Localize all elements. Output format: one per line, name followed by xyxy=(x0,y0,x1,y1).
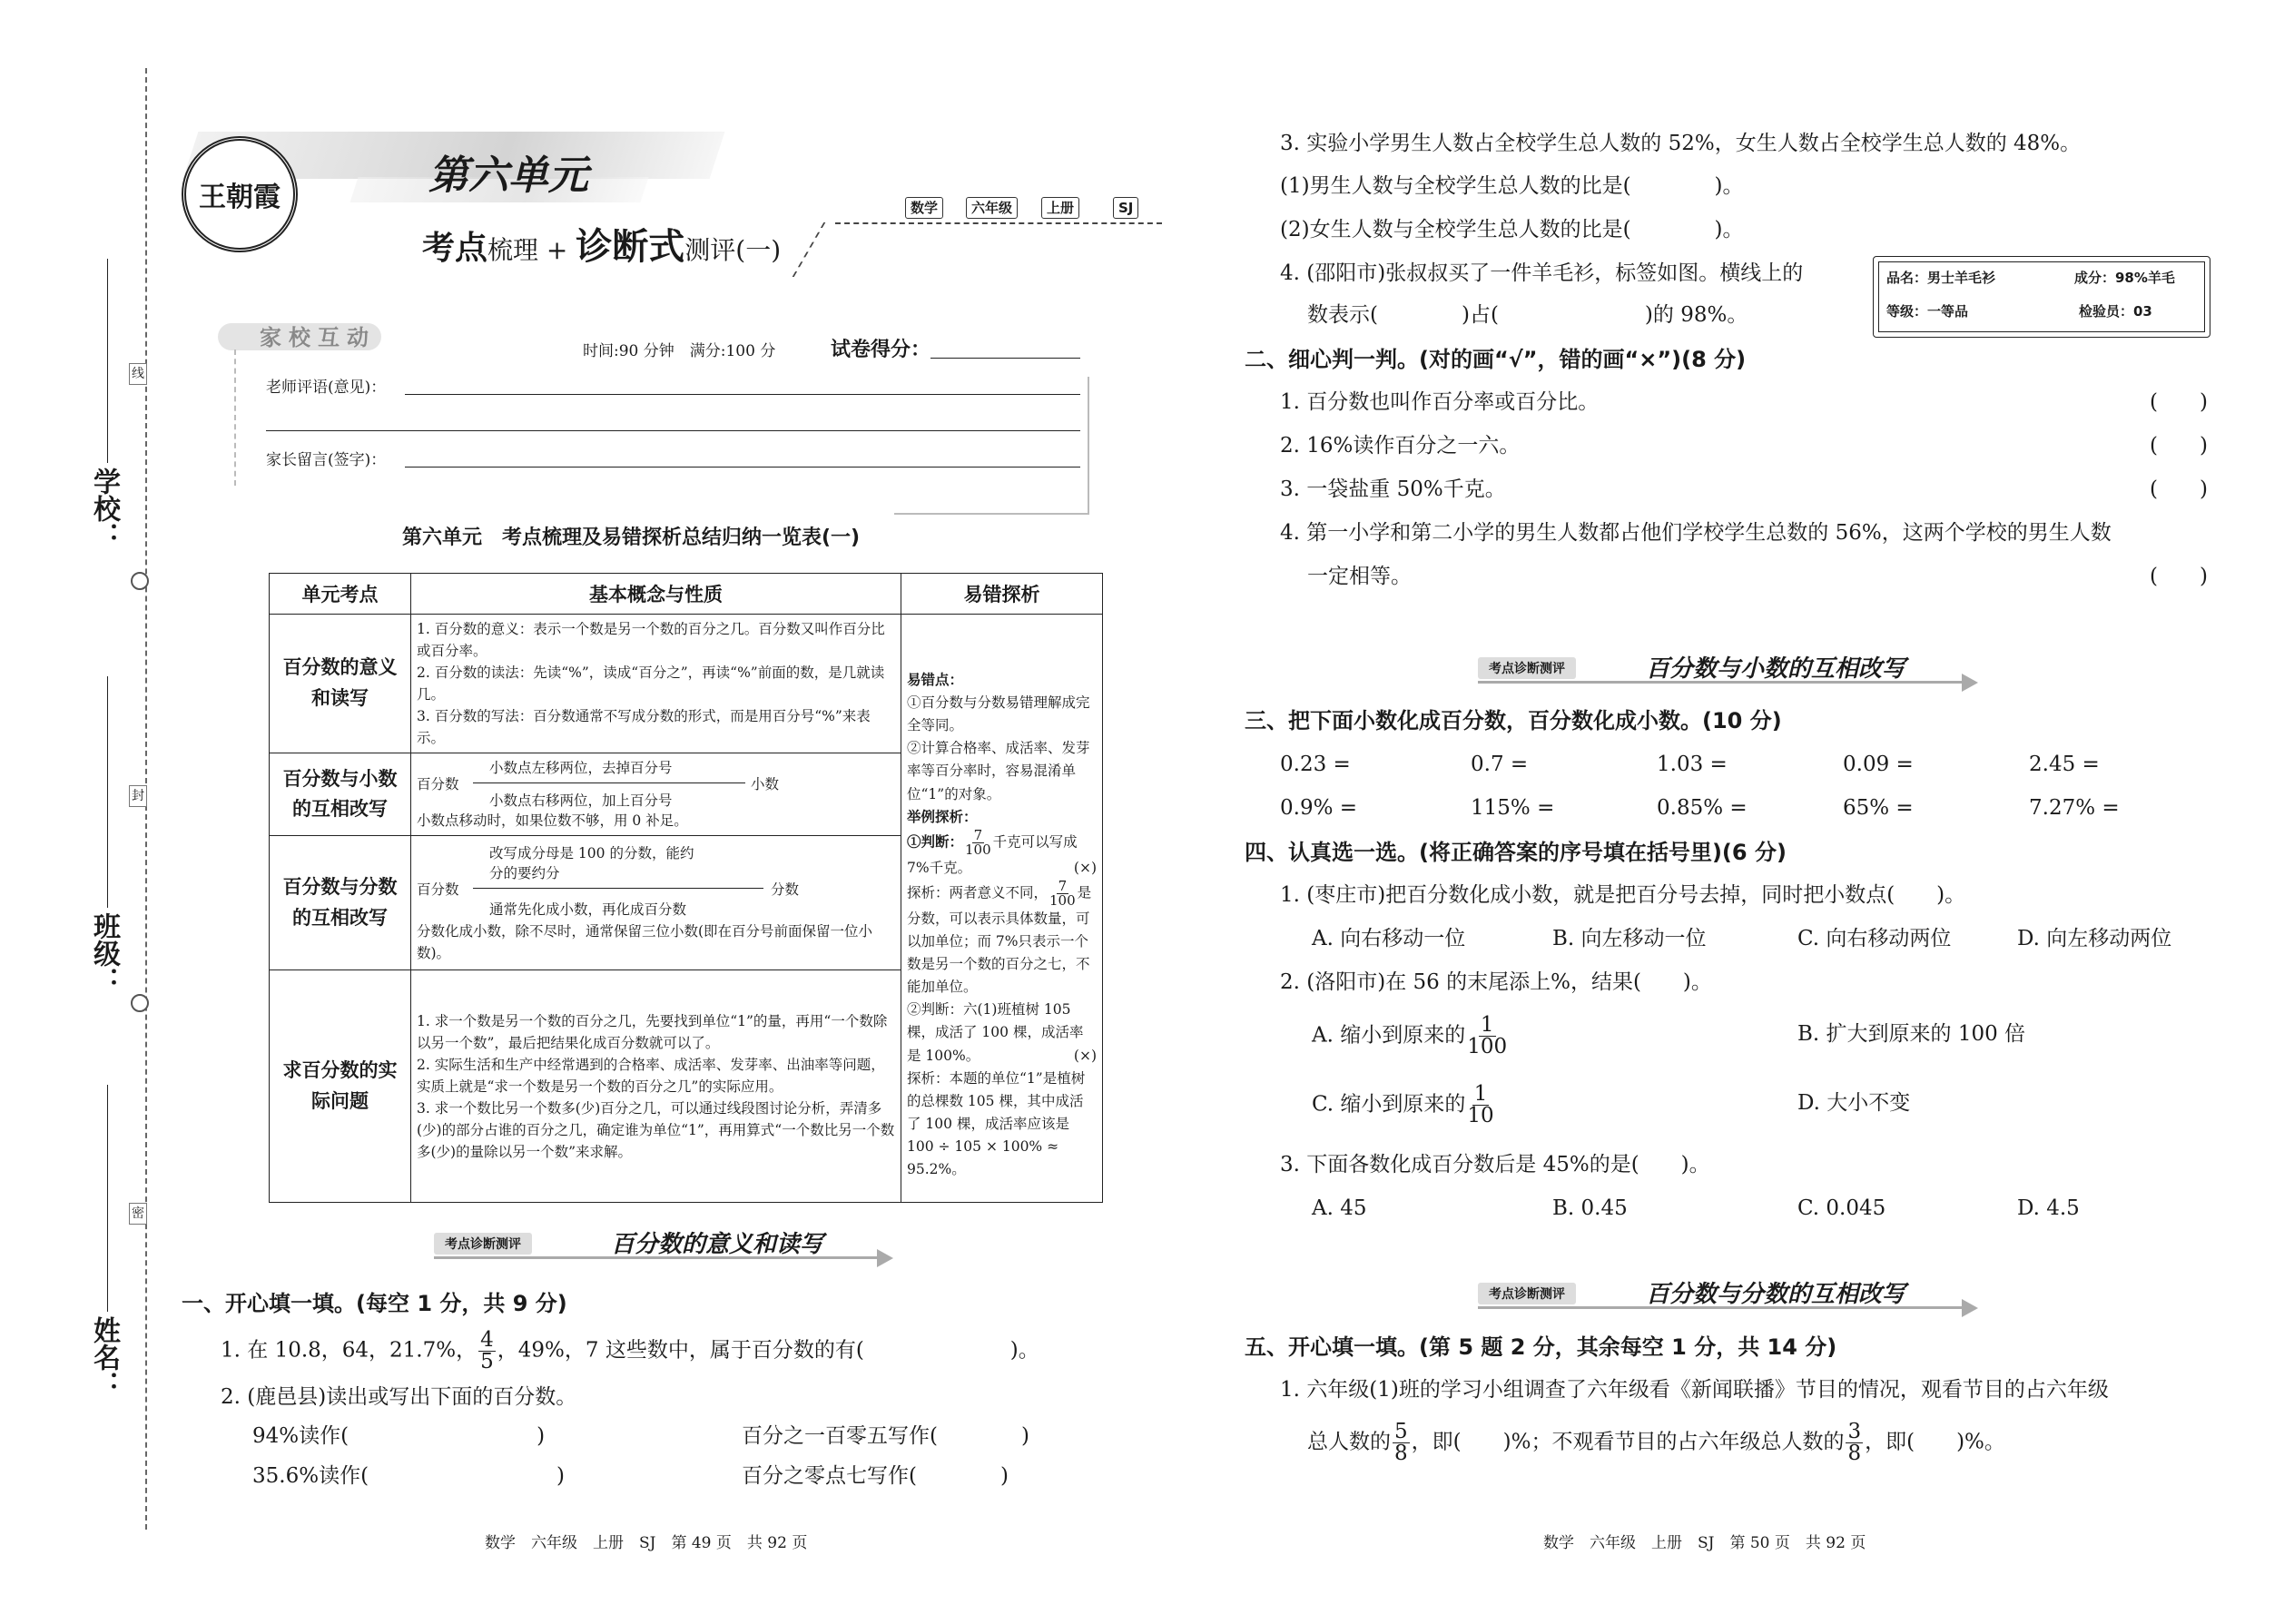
choice-3: 3. 下面各数化成百分数后是 45%的是( )。 xyxy=(1280,1153,1710,1176)
banner-arrow xyxy=(1478,1306,1964,1309)
error-analysis-cell xyxy=(901,615,1103,1203)
point-cell: 求百分数的实际问题 xyxy=(270,970,411,1203)
fill-1-line2[interactable]: 总人数的 $\frac{5}{8}$ ，即( )%；不观看节目的占六年级总人数的 $\frac{3}{8}$ ，即( )%。 xyxy=(1307,1420,2005,1465)
banner-arrowhead xyxy=(1962,1299,1978,1317)
family-school-label: 家校互动 xyxy=(260,325,376,350)
convert-item[interactable]: 0.23 = xyxy=(1280,753,1351,776)
header-cell: 单元考点 xyxy=(270,574,411,615)
banner-arrow xyxy=(1478,681,1964,684)
diagram-node: 小数 xyxy=(751,776,780,793)
name-label: 姓名： xyxy=(88,1316,120,1398)
choice-1: 1. (枣庄市)把百分数化成小数，就是把百分号去掉，同时把小数点( )。 xyxy=(1280,883,1966,907)
banner-title: 百分数与分数的互相改写 xyxy=(1646,1281,1906,1308)
banner-arrow xyxy=(434,1256,879,1259)
section-banner xyxy=(1478,650,1991,683)
concept-line: 1. 求一个数是另一个数的百分之几，先要找到单位“1”的量，再用“一个数除以另一个数”，最后把结果化成百分数就可以了。 xyxy=(417,1012,888,1051)
banner-label: 考点诊断测评 xyxy=(1478,1283,1576,1304)
concept-line: 2. 实际生活和生产中经常遇到的合格率、成活率、发芽率、出油率等问题，实质上就是“求一个数是另一个数的百分之几”的实际应用。 xyxy=(417,1056,885,1095)
concept-line: 2. 百分数的读法：先读“%”，读成“百分之”，再读“%”前面的数，是几就读几。 xyxy=(417,664,885,704)
concept-line: 3. 求一个数比另一个数多(少)百分之几，可以通过线段图讨论分析，弄清多(少)的部分占谁的百分之几，确定谁为单位“1”，再用算式“一个数比另一个数多(少)的量除以另一个数”来求解。 xyxy=(417,1099,895,1160)
class-label: 班级： xyxy=(88,912,120,994)
diagram-arrow xyxy=(473,888,763,889)
seal-char: 封 xyxy=(129,785,147,807)
diagram-arrow-label: 改写成分母是 100 的分数，能约 xyxy=(489,844,694,861)
unit-subtitle: 考点梳理 + 诊断式测评(一) xyxy=(422,226,782,268)
choice-option[interactable]: A. 45 xyxy=(1312,1196,1367,1220)
class-field[interactable] xyxy=(107,676,108,908)
unit-title: 第六单元 xyxy=(428,153,588,199)
exam-time: 时间:90 分钟 满分:100 分 xyxy=(583,342,776,360)
header-cell: 基本概念与性质 xyxy=(411,574,901,615)
conversion-diagram xyxy=(417,842,895,920)
error-point: ①百分数与分数易错理解成完全等同。 xyxy=(907,694,1090,734)
diagram-node: 百分数 xyxy=(417,881,459,898)
question-4-line1: 4. (邵阳市)张叔叔买了一件羊毛衫，标签如图。横线上的 xyxy=(1280,261,1804,285)
page-footer-right: 数学 六年级 上册 SJ 第 50 页 共 92 页 xyxy=(1543,1534,1866,1552)
label-composition: 成分：98%羊毛 xyxy=(2074,270,2175,286)
table-header-row xyxy=(270,574,1103,615)
score-label: 试卷得分： xyxy=(831,339,931,361)
parent-comment-field[interactable] xyxy=(405,467,1080,468)
diagram-arrow-label: 分的要约分 xyxy=(489,864,560,881)
frame-line xyxy=(234,349,236,486)
convert-item[interactable]: 7.27% = xyxy=(2029,796,2120,820)
diagram-arrow-label: 小数点右移两位，加上百分号 xyxy=(489,792,673,810)
parent-comment-label: 家长留言(签字)： xyxy=(266,451,387,469)
header-rule xyxy=(835,222,1162,224)
section-5-title: 五、开心填一填。(第 5 题 2 分，其余每空 1 分，共 14 分) xyxy=(1245,1334,1837,1360)
convert-item[interactable]: 2.45 = xyxy=(2029,753,2100,776)
seal-char: 密 xyxy=(129,1203,147,1225)
table-row xyxy=(270,615,1103,753)
edition-tag: SJ xyxy=(1113,197,1138,219)
read-write-item[interactable]: 百分之零点七写作( ) xyxy=(742,1464,1009,1488)
read-write-item[interactable]: 35.6%读作( ) xyxy=(252,1464,566,1488)
concept-cell xyxy=(411,836,901,970)
frame-line xyxy=(894,513,1089,515)
choice-option[interactable]: D. 向左移动两位 xyxy=(2017,927,2172,950)
header-cell: 易错探析 xyxy=(901,574,1103,615)
section-3-title: 三、把下面小数化成百分数，百分数化成小数。(10 分) xyxy=(1245,708,1782,733)
choice-option[interactable]: C. 向右移动两位 xyxy=(1797,927,1952,950)
answer-paren[interactable]: ( ) xyxy=(2150,477,2208,501)
concept-cell xyxy=(411,615,901,753)
binding-hole xyxy=(131,994,149,1012)
example-judgement: ①判断： $\frac{7}{100}$ 千克可以写成 7%千克。 (×) xyxy=(907,826,1097,876)
choice-option[interactable]: C. 0.045 xyxy=(1797,1196,1886,1220)
example-analysis: 探析：两者意义不同， $\frac{7}{100}$ 是分数，可以表示具体数量，可以加单位；而 7%只表示一个数是另一个数的百分之七，不能加单位。 xyxy=(907,877,1092,996)
choice-option[interactable]: B. 0.45 xyxy=(1552,1196,1628,1220)
seal-char: 线 xyxy=(129,363,147,385)
banner-arrowhead xyxy=(877,1249,893,1267)
example-judgement: ②判断：六(1)班植树 105 棵，成活了 100 棵，成活率是 100%。 (×) xyxy=(907,1001,1097,1064)
summary-title: 第六单元 考点梳理及易错探析总结归纳一览表(一) xyxy=(402,527,861,549)
example-analysis: 探析：本题的单位“1”是植树的总棵数 105 棵，其中成活了 100 棵，成活率应该是 100 ÷ 105 × 100% ≈ 95.2%。 xyxy=(907,1069,1086,1178)
choice-option[interactable]: A. 缩小到原来的 $\frac{1}{100}$ xyxy=(1312,1013,1508,1058)
label-inspector: 检验员：03 xyxy=(2079,303,2152,320)
page-footer-left: 数学 六年级 上册 SJ 第 49 页 共 92 页 xyxy=(485,1534,808,1552)
publisher-logo: 王朝霞 xyxy=(182,136,298,252)
answer-paren[interactable]: ( ) xyxy=(2150,390,2208,414)
point-cell: 百分数与小数的互相改写 xyxy=(270,753,411,836)
section-banner xyxy=(434,1225,906,1258)
point-cell: 百分数的意义和读写 xyxy=(270,615,411,753)
error-point: ②计算合格率、成活率、发芽率等百分率时，容易混淆单位“1”的对象。 xyxy=(907,740,1090,802)
concept-line: 分数化成小数，除不尽时，通常保留三位小数(即在百分号前面保留一位小数)。 xyxy=(417,922,873,961)
example-heading: 举例探析： xyxy=(907,808,978,825)
frame-line xyxy=(1088,377,1089,513)
label-grade: 等级：一等品 xyxy=(1886,303,1969,320)
fill-1-line1: 1. 六年级(1)班的学习小组调查了六年级看《新闻联播》节目的情况，观看节目的占六年级 xyxy=(1280,1378,2109,1402)
question-1: 1. 在 10.8，64，21.7%， $\frac{4}{5}$ ，49%，7 这些数中，属于百分数的有( )。 xyxy=(221,1328,1039,1373)
judge-3: 3. 一袋盐重 50%千克。 xyxy=(1280,477,1506,501)
convert-item[interactable]: 1.03 = xyxy=(1657,753,1728,776)
diagram-node: 百分数 xyxy=(417,776,459,793)
diagram-arrow xyxy=(473,782,745,783)
concept-cell xyxy=(411,753,901,836)
term-tag: 上册 xyxy=(1041,197,1079,219)
question-3b[interactable]: (2)女生人数与全校学生总人数的比是( )。 xyxy=(1280,218,1744,241)
choice-option[interactable]: B. 向左移动一位 xyxy=(1552,927,1707,950)
concept-line: 小数点移动时，如果位数不够，用 0 补足。 xyxy=(417,812,688,830)
choice-2: 2. (洛阳市)在 56 的末尾添上%，结果( )。 xyxy=(1280,970,1712,994)
grade-tag: 六年级 xyxy=(966,197,1018,219)
read-write-item[interactable]: 百分之一百零五写作( ) xyxy=(742,1424,1029,1448)
subject-tag: 数学 xyxy=(905,197,943,219)
judge-2: 2. 16%读作百分之一六。 xyxy=(1280,434,1521,458)
section-2-title: 二、细心判一判。(对的画“√”，错的画“×”)(8 分) xyxy=(1245,347,1747,372)
diagram-arrow-label: 小数点左移两位，去掉百分号 xyxy=(489,760,673,777)
choice-option[interactable]: B. 扩大到原来的 100 倍 xyxy=(1797,1022,2026,1046)
choice-option[interactable]: C. 缩小到原来的 $\frac{1}{10}$ xyxy=(1312,1082,1494,1127)
convert-item[interactable]: 0.09 = xyxy=(1843,753,1914,776)
question-3: 3. 实验小学男生人数占全校学生总人数的 52%，女生人数占全校学生总人数的 48%。 xyxy=(1280,132,2082,155)
question-2: 2. (鹿邑县)读出或写出下面的百分数。 xyxy=(221,1385,577,1409)
school-field[interactable] xyxy=(107,259,108,463)
read-write-item[interactable]: 94%读作( ) xyxy=(252,1424,546,1448)
section-4-title: 四、认真选一选。(将正确答案的序号填在括号里)(6 分) xyxy=(1245,840,1787,865)
banner-arrowhead xyxy=(1962,674,1978,692)
banner-label: 考点诊断测评 xyxy=(1478,657,1576,679)
question-4-line2[interactable]: 数表示( )占( )的 98%。 xyxy=(1307,303,1748,327)
concept-line: 3. 百分数的写法：百分数通常不写成分数的形式，而是用百分号“%”来表示。 xyxy=(417,708,871,747)
name-field[interactable] xyxy=(107,1085,108,1312)
teacher-comment-label: 老师评语(意见)： xyxy=(266,379,387,397)
convert-item[interactable]: 115% = xyxy=(1471,796,1555,820)
convert-item[interactable]: 0.7 = xyxy=(1471,753,1529,776)
error-heading: 易错点： xyxy=(907,672,964,688)
teacher-comment-field[interactable] xyxy=(405,394,1080,395)
conversion-diagram xyxy=(417,757,895,810)
choice-option[interactable]: A. 向右移动一位 xyxy=(1312,927,1466,950)
label-product: 品名：男士羊毛衫 xyxy=(1886,270,1996,286)
summary-table xyxy=(269,573,1103,1203)
section-banner xyxy=(1478,1275,1991,1308)
question-3a[interactable]: (1)男生人数与全校学生总人数的比是( )。 xyxy=(1280,174,1744,198)
banner-label: 考点诊断测评 xyxy=(434,1233,532,1255)
sweater-label xyxy=(1873,256,2210,338)
point-cell: 百分数与分数的互相改写 xyxy=(270,836,411,970)
header-rule xyxy=(793,222,826,277)
school-label: 学校： xyxy=(88,468,120,549)
section-1-title: 一、开心填一填。(每空 1 分，共 9 分) xyxy=(182,1291,567,1316)
choice-option[interactable]: D. 大小不变 xyxy=(1797,1091,1911,1115)
answer-paren[interactable]: ( ) xyxy=(2150,565,2208,588)
binding-hole xyxy=(131,572,149,590)
convert-item[interactable]: 0.85% = xyxy=(1657,796,1748,820)
concept-line: 1. 百分数的意义：表示一个数是另一个数的百分之几。百分数又叫作百分比或百分率。 xyxy=(417,621,885,660)
score-field[interactable] xyxy=(930,358,1080,359)
judge-4-line2: 一定相等。 xyxy=(1307,565,1412,588)
banner-title: 百分数的意义和读写 xyxy=(611,1231,824,1258)
judge-4-line1: 4. 第一小学和第二小学的男生人数都占他们学校学生总数的 56%，这两个学校的男生人数 xyxy=(1280,521,2112,545)
choice-option[interactable]: D. 4.5 xyxy=(2017,1196,2080,1220)
diagram-arrow-label: 通常先化成小数，再化成百分数 xyxy=(489,901,687,918)
teacher-comment-field[interactable] xyxy=(266,430,1080,431)
diagram-node: 分数 xyxy=(771,881,800,898)
convert-item[interactable]: 65% = xyxy=(1843,796,1914,820)
concept-cell xyxy=(411,970,901,1203)
judge-1: 1. 百分数也叫作百分率或百分比。 xyxy=(1280,390,1600,414)
banner-title: 百分数与小数的互相改写 xyxy=(1646,655,1906,683)
convert-item[interactable]: 0.9% = xyxy=(1280,796,1358,820)
answer-paren[interactable]: ( ) xyxy=(2150,434,2208,458)
